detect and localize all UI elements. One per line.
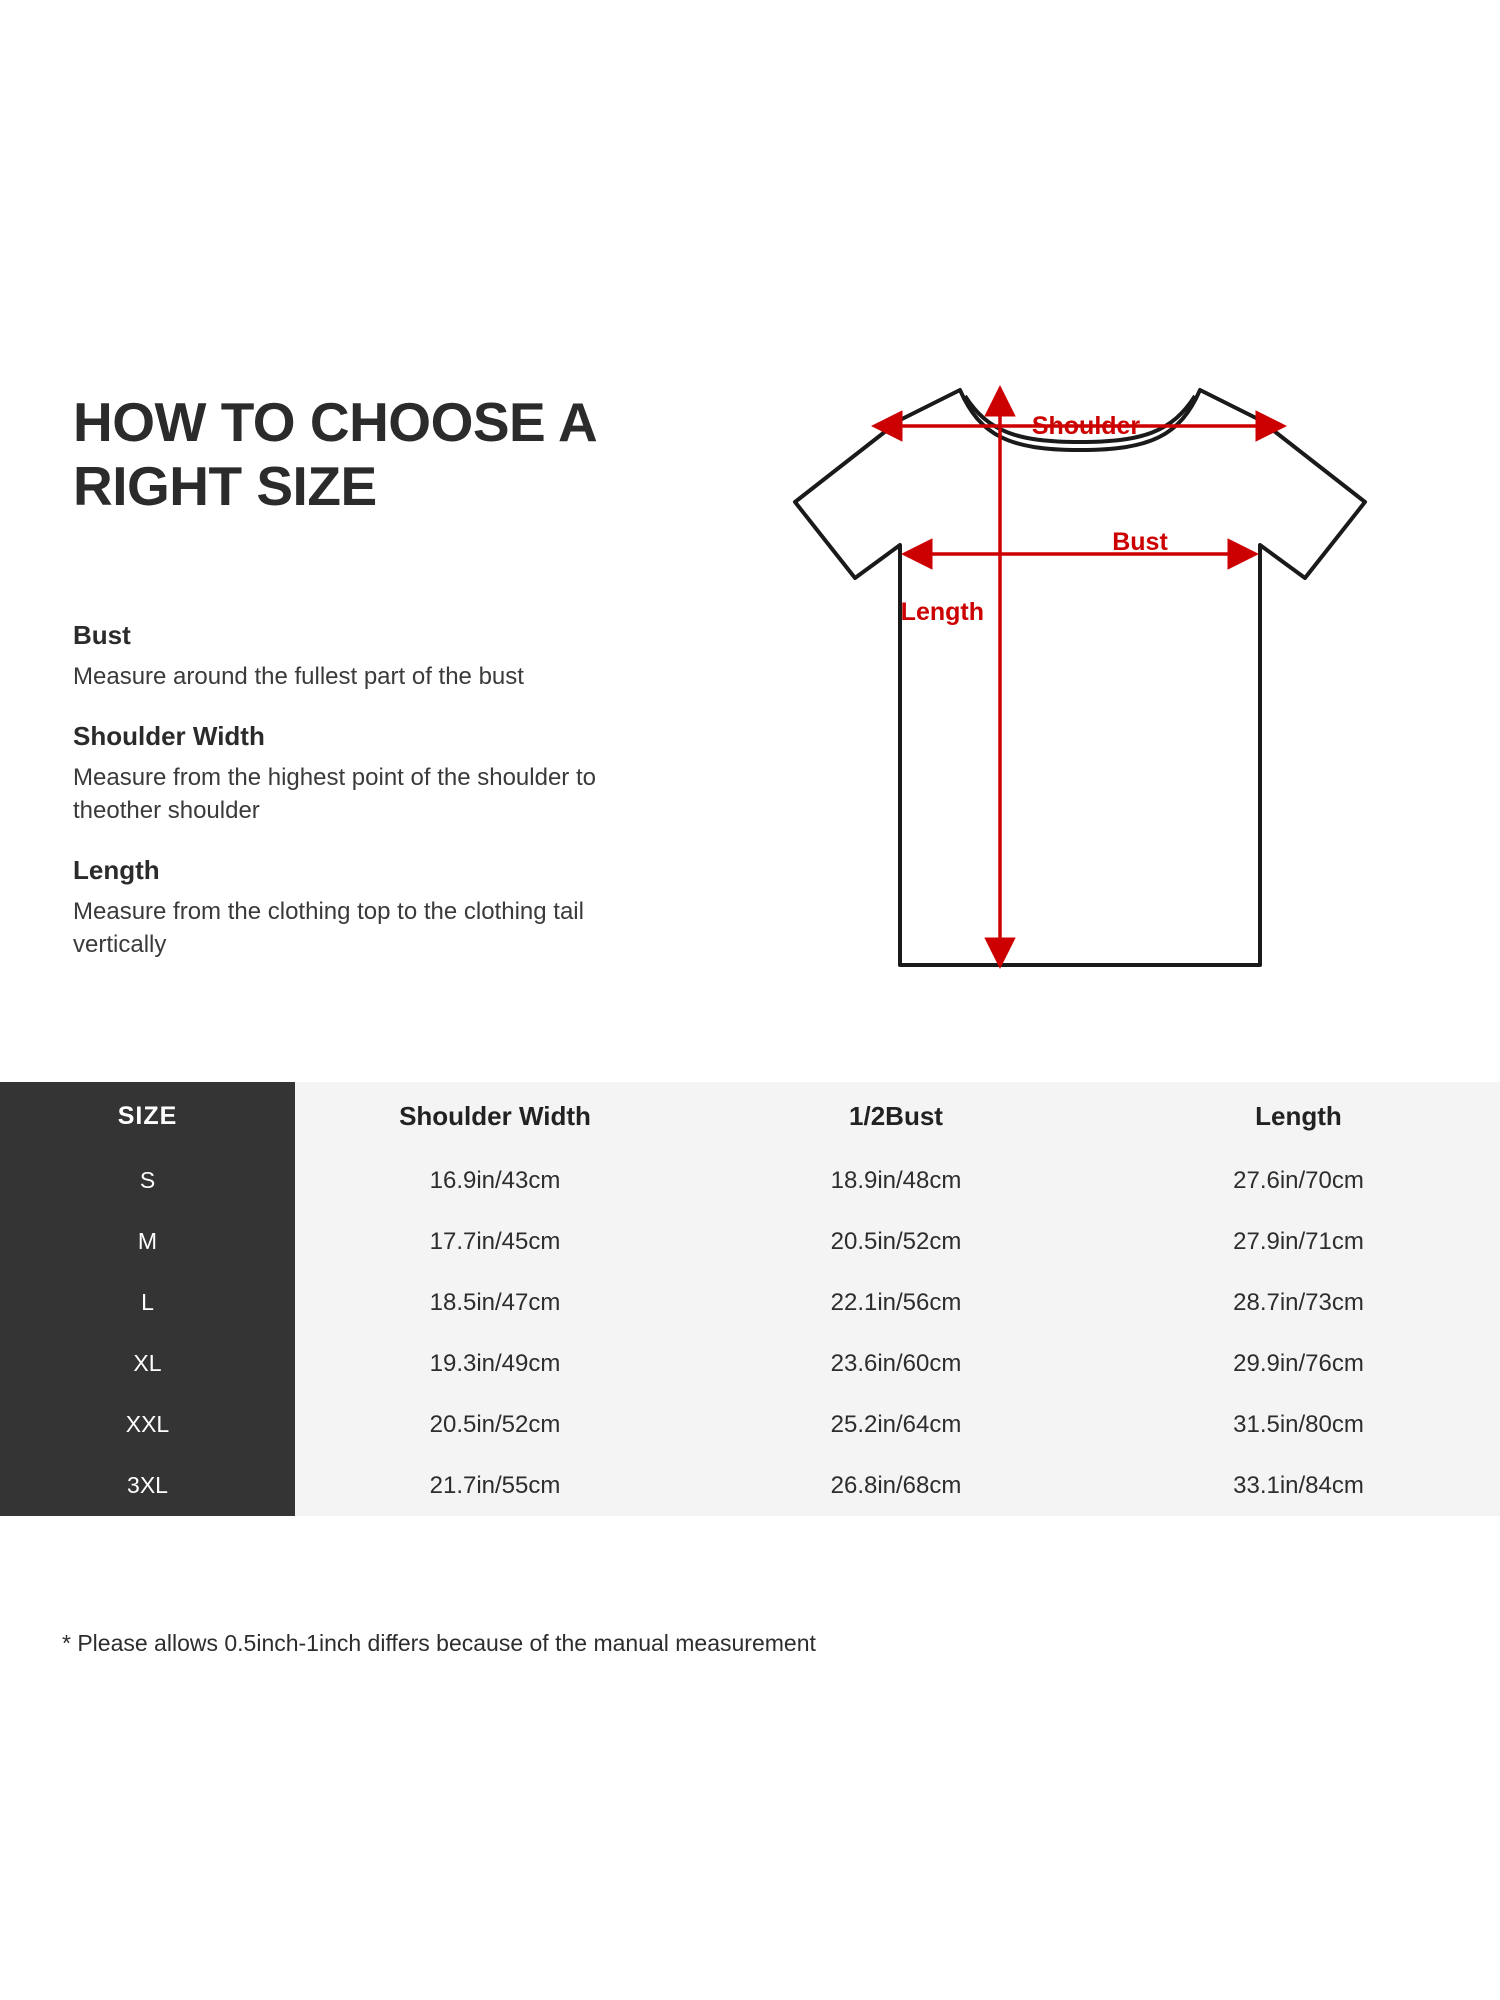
column-header-half-bust: 1/2Bust — [695, 1082, 1097, 1150]
cell-length: 31.5in/80cm — [1097, 1394, 1500, 1455]
cell-size: L — [0, 1272, 295, 1333]
column-header-shoulder-width: Shoulder Width — [295, 1082, 695, 1150]
tshirt-measurement-diagram — [760, 370, 1400, 1010]
cell-length: 27.6in/70cm — [1097, 1150, 1500, 1211]
cell-half-bust: 25.2in/64cm — [695, 1394, 1097, 1455]
cell-length: 33.1in/84cm — [1097, 1455, 1500, 1516]
cell-shoulder-width: 18.5in/47cm — [295, 1272, 695, 1333]
column-header-length: Length — [1097, 1082, 1500, 1150]
cell-half-bust: 22.1in/56cm — [695, 1272, 1097, 1333]
cell-shoulder-width: 20.5in/52cm — [295, 1394, 695, 1455]
tshirt-outline-shape — [795, 390, 1365, 965]
table-row — [0, 1272, 1500, 1333]
definition-desc-bust: Measure around the fullest part of the bust — [73, 663, 524, 690]
cell-size: M — [0, 1211, 295, 1272]
page-title: HOW TO CHOOSE A RIGHT SIZE — [73, 391, 596, 517]
cell-half-bust: 26.8in/68cm — [695, 1455, 1097, 1516]
column-header-size: SIZE — [0, 1082, 295, 1150]
cell-size: S — [0, 1150, 295, 1211]
cell-size: XXL — [0, 1394, 295, 1455]
bust-label: Bust — [1112, 528, 1168, 556]
size-chart-table — [0, 1082, 1500, 1516]
cell-length: 28.7in/73cm — [1097, 1272, 1500, 1333]
shoulder-label: Shoulder — [1031, 412, 1141, 440]
definition-term-length: Length — [73, 855, 160, 885]
table-header-row — [0, 1082, 1500, 1150]
size-chart-table-wrap — [0, 1082, 1500, 1516]
table-row — [0, 1455, 1500, 1516]
table-row — [0, 1394, 1500, 1455]
cell-size: 3XL — [0, 1455, 295, 1516]
length-label: Length — [900, 598, 984, 626]
cell-shoulder-width: 16.9in/43cm — [295, 1150, 695, 1211]
table-row — [0, 1150, 1500, 1211]
cell-length: 29.9in/76cm — [1097, 1333, 1500, 1394]
cell-half-bust: 20.5in/52cm — [695, 1211, 1097, 1272]
cell-shoulder-width: 19.3in/49cm — [295, 1333, 695, 1394]
cell-half-bust: 23.6in/60cm — [695, 1333, 1097, 1394]
cell-shoulder-width: 17.7in/45cm — [295, 1211, 695, 1272]
cell-size: XL — [0, 1333, 295, 1394]
tshirt-svg — [760, 370, 1400, 1010]
definition-term-bust: Bust — [73, 620, 131, 650]
definition-desc-shoulder-width: Measure from the highest point of the shoulder to theother shoulder — [73, 764, 596, 824]
measurement-definitions — [73, 620, 673, 989]
cell-half-bust: 18.9in/48cm — [695, 1150, 1097, 1211]
cell-shoulder-width: 21.7in/55cm — [295, 1455, 695, 1516]
cell-length: 27.9in/71cm — [1097, 1211, 1500, 1272]
table-row — [0, 1211, 1500, 1272]
measurement-disclaimer: * Please allows 0.5inch-1inch differs because of the manual measurement — [62, 1630, 816, 1656]
definition-term-shoulder-width: Shoulder Width — [73, 721, 265, 751]
definition-desc-length: Measure from the clothing top to the clothing tail vertically — [73, 898, 584, 958]
table-row — [0, 1333, 1500, 1394]
